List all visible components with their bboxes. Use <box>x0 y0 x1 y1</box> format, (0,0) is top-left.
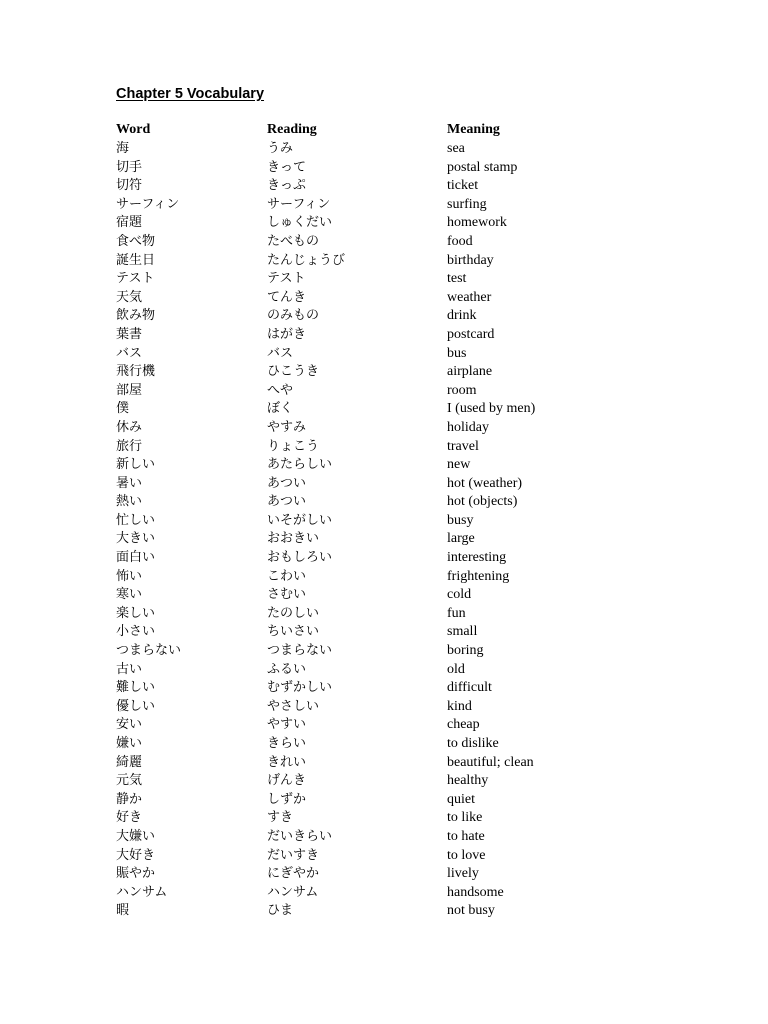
vocab-word: 天気 <box>116 289 143 305</box>
vocab-meaning: not busy <box>447 903 495 919</box>
vocab-reading: たんじょうび <box>267 252 346 268</box>
table-row <box>116 456 636 475</box>
table-row <box>116 568 636 587</box>
vocab-reading: さむい <box>267 587 307 603</box>
vocab-word: 新しい <box>116 457 156 473</box>
vocab-word: 休み <box>116 419 143 435</box>
vocab-meaning: airplane <box>447 364 493 380</box>
table-row <box>116 270 636 289</box>
vocab-reading: つまらない <box>267 643 333 659</box>
vocab-meaning: postal stamp <box>447 159 518 175</box>
vocab-reading: やさしい <box>267 698 320 714</box>
vocab-meaning: drink <box>447 308 477 324</box>
vocab-word: 寒い <box>116 587 143 603</box>
vocab-meaning: holiday <box>447 419 489 435</box>
vocab-meaning: sea <box>447 141 465 156</box>
vocab-reading: きって <box>267 159 307 175</box>
table-row <box>116 382 636 401</box>
table-row <box>116 679 636 698</box>
vocab-word: 綺麗 <box>116 754 143 770</box>
table-row <box>116 605 636 624</box>
vocab-reading: バス <box>267 345 294 361</box>
vocab-reading: あつい <box>267 494 307 510</box>
vocab-reading: しゅくだい <box>267 215 333 231</box>
table-row <box>116 214 636 233</box>
vocab-reading: ぼく <box>267 401 294 417</box>
table-row <box>116 252 636 271</box>
table-row <box>116 642 636 661</box>
vocab-reading: やすい <box>267 717 307 733</box>
table-body <box>116 140 636 921</box>
vocab-word: 安い <box>116 717 143 733</box>
column-header-reading: Reading <box>267 122 317 137</box>
table-row <box>116 884 636 903</box>
vocab-reading: げんき <box>267 773 307 789</box>
vocab-reading: きれい <box>267 754 307 770</box>
vocab-reading: おもしろい <box>267 550 333 566</box>
vocab-meaning: cheap <box>447 717 480 733</box>
vocab-word: サーフィン <box>116 196 180 212</box>
vocab-reading: きっぷ <box>267 178 307 194</box>
vocab-word: 食べ物 <box>116 233 156 249</box>
table-row <box>116 140 636 159</box>
vocab-word: 賑やか <box>116 866 156 882</box>
vocab-word: 怖い <box>116 568 143 584</box>
table-row <box>116 289 636 308</box>
table-row <box>116 772 636 791</box>
vocab-meaning: large <box>447 531 475 547</box>
table-row <box>116 512 636 531</box>
vocab-meaning: quiet <box>447 791 475 807</box>
table-row <box>116 233 636 252</box>
vocab-meaning: boring <box>447 643 484 659</box>
table-row <box>116 475 636 494</box>
vocab-word: 部屋 <box>116 382 143 398</box>
table-row <box>116 307 636 326</box>
vocab-meaning: beautiful; clean <box>447 754 534 770</box>
vocab-meaning: weather <box>447 289 492 305</box>
vocab-reading: おおきい <box>267 531 320 547</box>
vocab-word: バス <box>116 345 143 361</box>
vocab-reading: ひま <box>267 903 294 919</box>
vocab-word: 小さい <box>116 624 156 640</box>
vocab-word: 僕 <box>116 401 130 417</box>
table-row <box>116 828 636 847</box>
table-row <box>116 586 636 605</box>
vocab-word: 飲み物 <box>116 308 156 324</box>
vocab-word: 優しい <box>116 698 156 714</box>
vocab-word: 古い <box>116 661 143 677</box>
vocab-reading: ひこうき <box>267 364 320 380</box>
vocab-word: 切手 <box>116 159 143 175</box>
vocab-meaning: small <box>447 624 478 640</box>
vocab-reading: うみ <box>267 141 294 156</box>
vocab-meaning: frightening <box>447 568 510 584</box>
table-row <box>116 698 636 717</box>
table-row <box>116 847 636 866</box>
table-row <box>116 345 636 364</box>
vocab-meaning: fun <box>447 605 466 621</box>
vocab-reading: いそがしい <box>267 512 333 528</box>
table-row <box>116 177 636 196</box>
table-row <box>116 809 636 828</box>
vocab-word: テスト <box>116 271 155 287</box>
vocab-reading: テスト <box>267 271 306 287</box>
table-row <box>116 791 636 810</box>
table-row <box>116 493 636 512</box>
vocab-reading: むずかしい <box>267 680 333 696</box>
table-row <box>116 159 636 178</box>
vocab-word: つまらない <box>116 643 182 659</box>
table-row <box>116 196 636 215</box>
vocab-word: 宿題 <box>116 215 143 231</box>
vocab-word: 海 <box>116 141 130 156</box>
vocabulary-table <box>116 120 636 921</box>
vocab-meaning: old <box>447 661 465 677</box>
vocab-reading: しずか <box>267 791 307 807</box>
vocab-word: 面白い <box>116 550 156 566</box>
vocab-word: 飛行機 <box>116 364 156 380</box>
vocab-meaning: I (used by men) <box>447 401 536 417</box>
vocab-reading: すき <box>267 810 294 826</box>
vocab-meaning: postcard <box>447 326 495 342</box>
vocab-meaning: interesting <box>447 550 507 566</box>
vocab-meaning: to love <box>447 847 486 863</box>
vocab-meaning: new <box>447 457 471 473</box>
vocab-meaning: test <box>447 271 467 287</box>
vocab-word: 切符 <box>116 178 143 194</box>
vocab-word: 好き <box>116 810 143 826</box>
table-row <box>116 661 636 680</box>
vocab-reading: はがき <box>267 326 307 342</box>
table-row <box>116 735 636 754</box>
vocab-meaning: hot (objects) <box>447 494 518 510</box>
vocab-word: 大嫌い <box>116 828 156 844</box>
table-row <box>116 754 636 773</box>
vocab-meaning: food <box>447 233 473 249</box>
vocab-reading: にぎやか <box>267 866 320 882</box>
vocab-meaning: to dislike <box>447 736 499 751</box>
vocab-word: 熱い <box>116 494 143 510</box>
vocab-meaning: healthy <box>447 773 489 789</box>
vocab-meaning: surfing <box>447 196 487 212</box>
vocab-meaning: lively <box>447 866 479 882</box>
vocab-reading: ハンサム <box>267 884 319 900</box>
table-row <box>116 549 636 568</box>
vocab-reading: あたらしい <box>267 457 333 473</box>
vocab-reading: へや <box>267 382 294 398</box>
vocab-meaning: kind <box>447 698 472 714</box>
vocab-word: 大好き <box>116 847 156 863</box>
vocab-word: 楽しい <box>116 605 156 621</box>
vocab-meaning: hot (weather) <box>447 475 523 491</box>
vocab-meaning: to like <box>447 810 483 826</box>
vocab-meaning: birthday <box>447 252 494 268</box>
vocab-word: ハンサム <box>116 884 168 900</box>
table-row <box>116 716 636 735</box>
vocab-reading: たのしい <box>267 605 320 621</box>
vocab-reading: あつい <box>267 475 307 491</box>
vocab-reading: ちいさい <box>267 624 320 640</box>
table-row <box>116 530 636 549</box>
column-header-meaning: Meaning <box>447 122 500 137</box>
vocab-reading: てんき <box>267 289 307 305</box>
table-row <box>116 902 636 921</box>
vocab-meaning: bus <box>447 345 467 361</box>
vocab-reading: こわい <box>267 568 307 584</box>
table-row <box>116 438 636 457</box>
vocab-meaning: busy <box>447 512 474 528</box>
vocab-word: 誕生日 <box>116 252 156 268</box>
table-row <box>116 363 636 382</box>
vocab-meaning: room <box>447 382 477 398</box>
vocab-word: 難しい <box>116 680 156 696</box>
table-row <box>116 419 636 438</box>
vocab-reading: きらい <box>267 736 307 751</box>
vocab-word: 元気 <box>116 773 143 789</box>
vocab-meaning: handsome <box>447 884 504 900</box>
vocab-reading: たべもの <box>267 233 320 249</box>
vocab-meaning: ticket <box>447 178 479 194</box>
table-header-row <box>116 120 636 140</box>
vocab-word: 忙しい <box>116 512 156 528</box>
vocab-word: 大きい <box>116 531 156 547</box>
page-title: Chapter 5 Vocabulary <box>116 86 265 102</box>
vocab-meaning: homework <box>447 215 507 231</box>
vocab-word: 葉書 <box>116 326 143 342</box>
table-row <box>116 400 636 419</box>
vocab-reading: ふるい <box>267 661 307 677</box>
table-row <box>116 326 636 345</box>
table-row <box>116 623 636 642</box>
vocab-word: 暇 <box>116 903 130 919</box>
vocab-reading: のみもの <box>267 308 320 324</box>
vocab-reading: サーフィン <box>267 196 331 212</box>
vocab-meaning: cold <box>447 587 472 603</box>
vocab-reading: やすみ <box>267 419 307 435</box>
table-row <box>116 865 636 884</box>
vocab-meaning: to hate <box>447 828 485 844</box>
vocab-reading: だいすき <box>267 847 320 863</box>
vocab-meaning: difficult <box>447 680 492 696</box>
column-header-word: Word <box>116 122 151 137</box>
vocab-meaning: travel <box>447 438 479 454</box>
vocab-word: 暑い <box>116 475 143 491</box>
vocab-reading: だいきらい <box>267 828 333 844</box>
vocab-reading: りょこう <box>267 438 320 454</box>
vocab-word: 静か <box>116 791 143 807</box>
vocab-word: 旅行 <box>116 438 143 454</box>
vocab-word: 嫌い <box>116 736 143 751</box>
